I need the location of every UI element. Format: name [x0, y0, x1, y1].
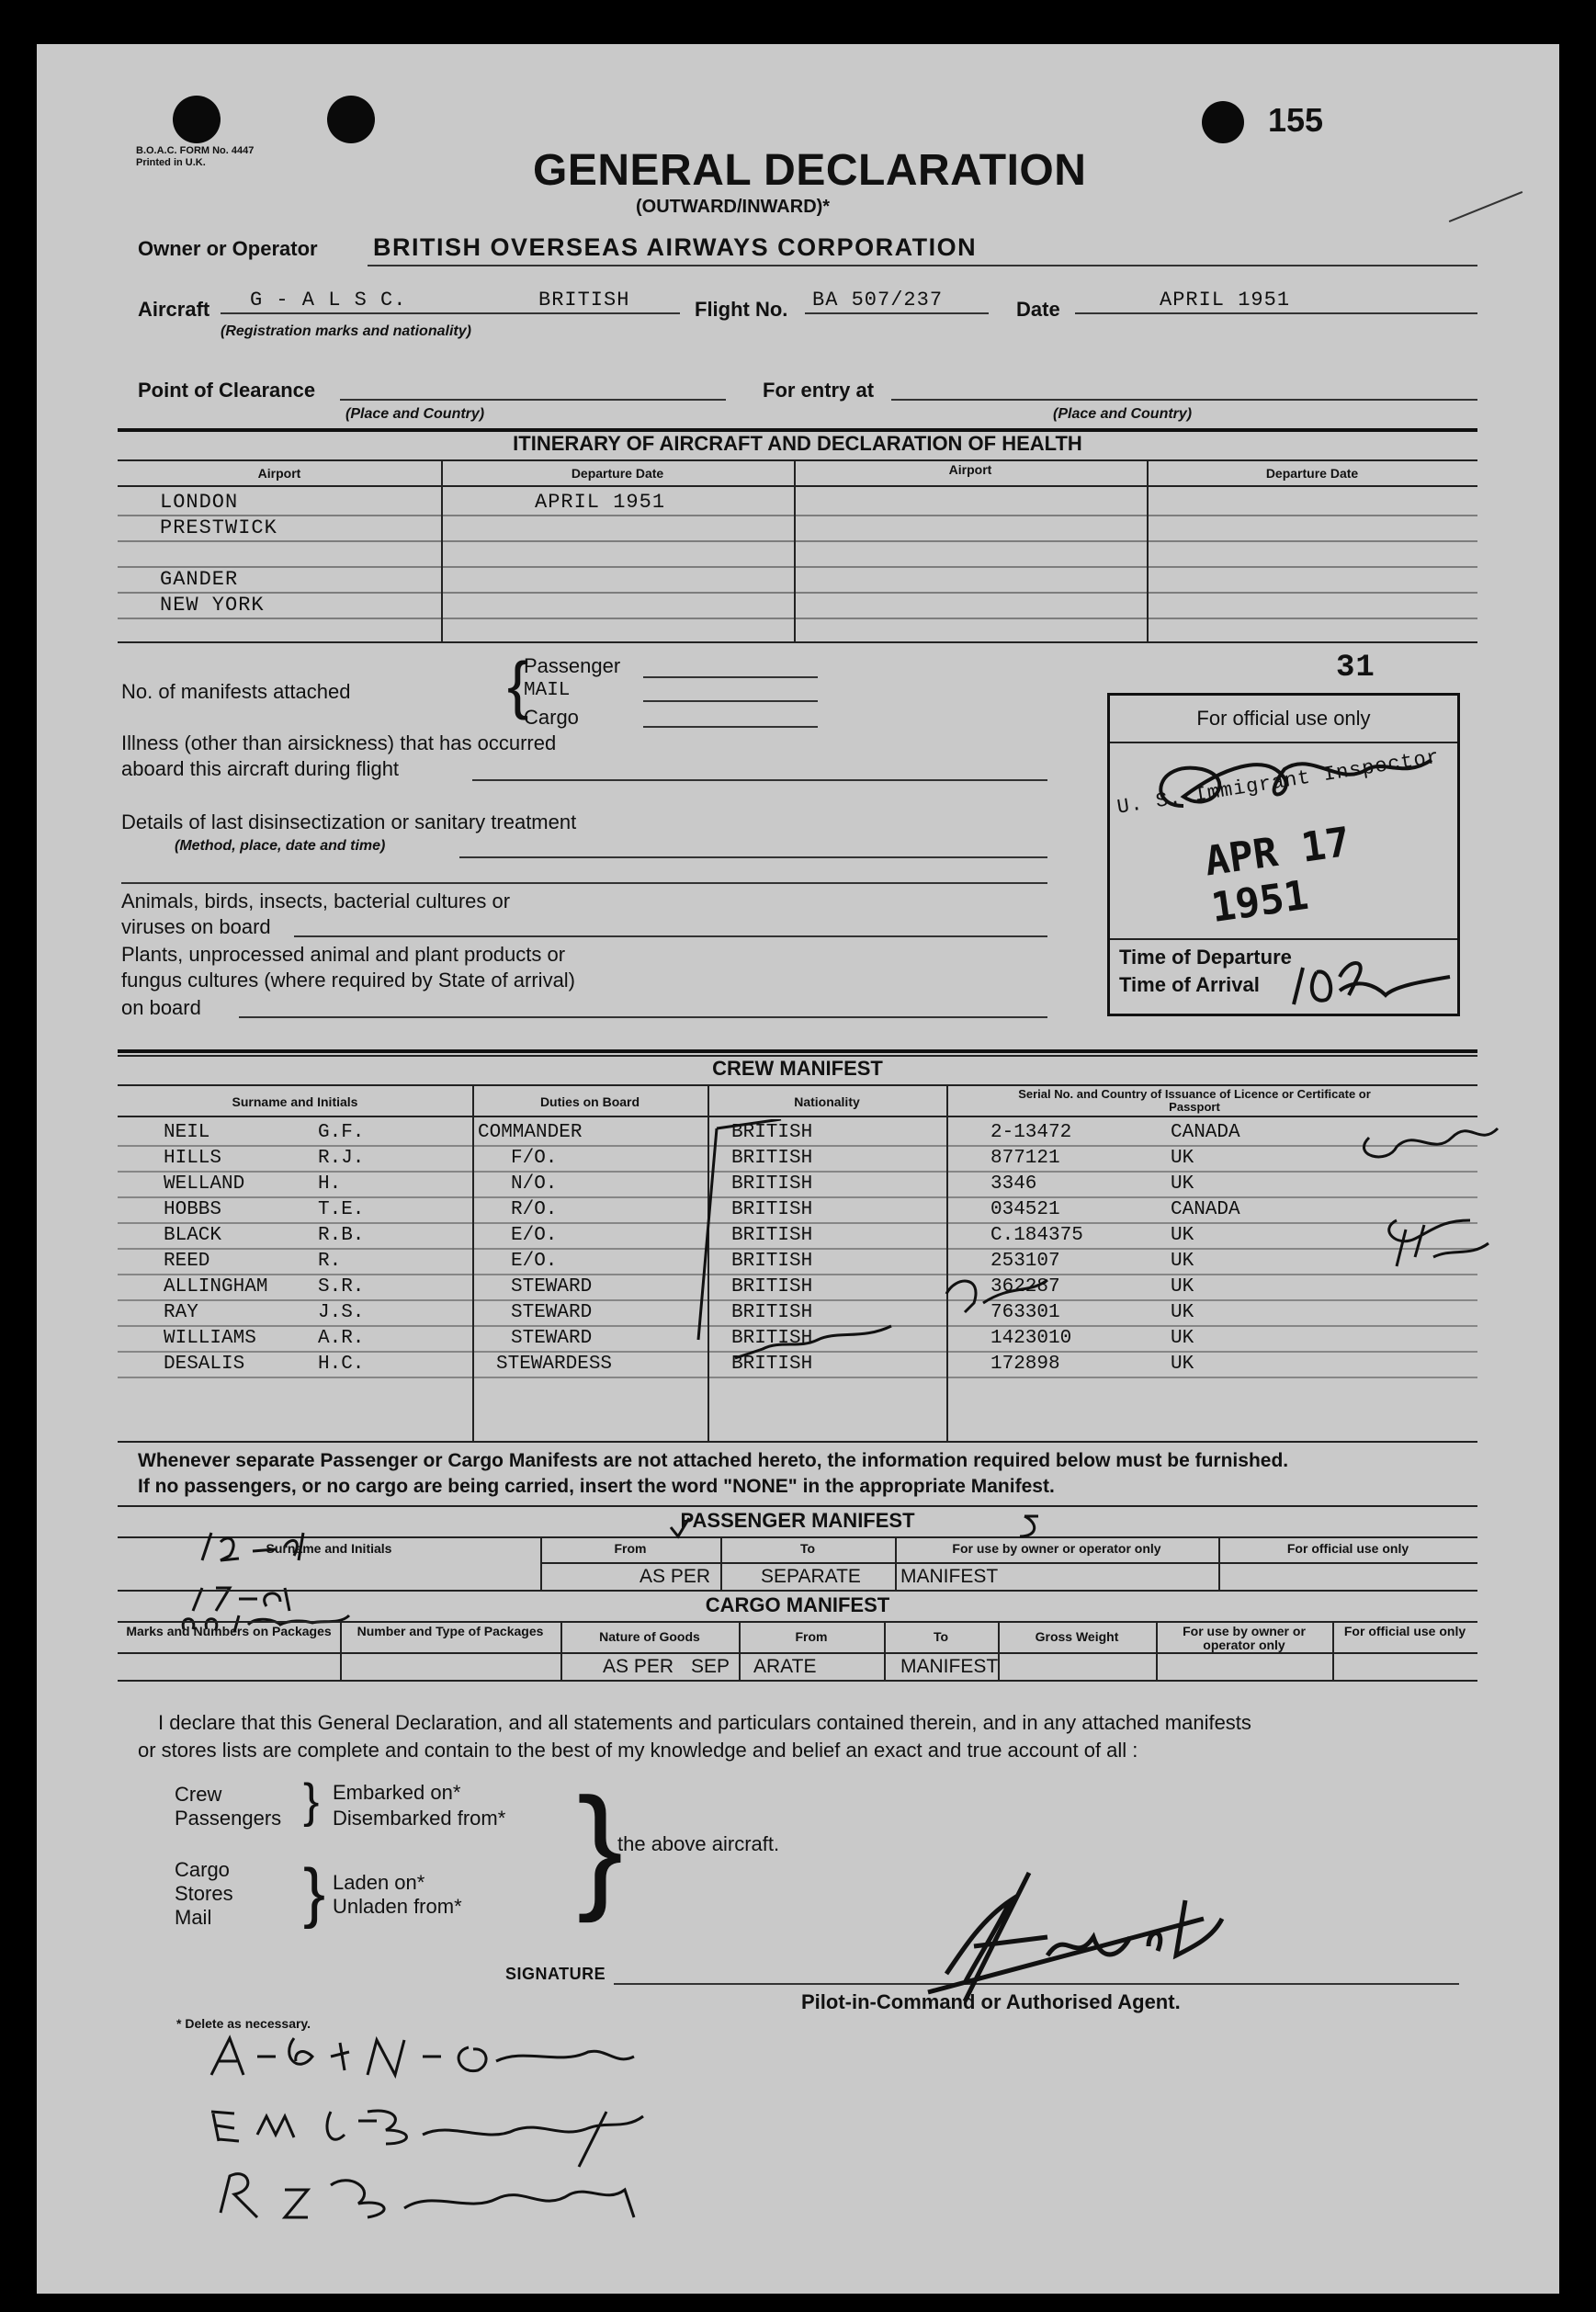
immigration-stamp-date: APR 17 1951	[1202, 818, 1353, 933]
crew-nationality: BRITISH	[731, 1250, 813, 1272]
crew-surname: BLACK	[164, 1224, 222, 1246]
decl-unladen: Unladen from*	[333, 1895, 462, 1918]
owner-value: BRITISH OVERSEAS AIRWAYS CORPORATION	[373, 233, 978, 261]
form-number	[136, 145, 254, 169]
decl-brace-1: }	[303, 1774, 320, 1828]
cargo-col-number: Number and Type of Packages	[357, 1624, 544, 1638]
crew-duty: N/O.	[511, 1173, 558, 1195]
crew-country: UK	[1171, 1173, 1194, 1195]
punch-hole-top-right	[1202, 101, 1244, 143]
official-use-heading: For official use only	[1196, 707, 1371, 730]
decl-crew: Crew	[175, 1783, 222, 1806]
crew-nationality: BRITISH	[731, 1121, 813, 1143]
inspector-signature	[1128, 742, 1441, 824]
page-subtitle: (OUTWARD/INWARD)*	[636, 197, 831, 217]
crew-surname: DESALIS	[164, 1353, 245, 1375]
cargo-row-manifest: MANIFEST	[900, 1656, 999, 1677]
crew-surname: HILLS	[164, 1147, 222, 1169]
decl-above-aircraft: the above aircraft.	[617, 1832, 780, 1855]
date-value: APRIL 1951	[1160, 289, 1291, 312]
crew-country: UK	[1171, 1327, 1194, 1349]
entry-label: For entry at	[763, 379, 875, 402]
crew-surname: HOBBS	[164, 1198, 222, 1220]
crew-initials: R.B.	[318, 1224, 365, 1246]
decl-mail: Mail	[175, 1906, 212, 1929]
punch-hole-left	[173, 96, 221, 143]
crew-country: UK	[1171, 1224, 1194, 1246]
crew-handwritten-marks	[680, 1119, 1507, 1432]
crew-nationality: BRITISH	[731, 1275, 813, 1298]
crew-surname: REED	[164, 1250, 210, 1272]
crew-nationality: BRITISH	[731, 1147, 813, 1169]
passenger-manifest-heading: PASSENGER MANIFEST	[680, 1509, 915, 1532]
cargo-col-official: For official use only	[1343, 1624, 1466, 1638]
crew-country: CANADA	[1171, 1121, 1240, 1143]
signature-label: SIGNATURE	[505, 1965, 606, 1983]
clearance-label: Point of Clearance	[138, 379, 316, 402]
disinsect-label: Details of last disinsectization or sanitary treatment	[121, 810, 577, 833]
passenger-col-from: From	[614, 1541, 647, 1556]
crew-serial: 362287	[990, 1275, 1060, 1298]
decl-laden: Laden on*	[333, 1871, 425, 1894]
crew-surname: NEIL	[164, 1121, 210, 1143]
animals-label-1: Animals, birds, insects, bacterial cultures or	[121, 890, 511, 912]
owner-label: Owner or Operator	[138, 237, 318, 260]
crew-initials: T.E.	[318, 1198, 365, 1220]
passenger-col-to: To	[799, 1541, 816, 1556]
crew-initials: H.	[318, 1173, 342, 1195]
crew-initials: S.R.	[318, 1275, 365, 1298]
crew-initials: H.C.	[318, 1353, 365, 1375]
passenger-row-from: AS PER	[640, 1566, 711, 1587]
crew-nationality: BRITISH	[731, 1224, 813, 1246]
manifests-number: 31	[1336, 651, 1375, 686]
cargo-col-marks: Marks and Numbers on Packages	[126, 1624, 332, 1638]
entry-note: (Place and Country)	[1053, 406, 1193, 422]
itinerary-date: APRIL 1951	[535, 490, 666, 514]
official-use-box	[1107, 693, 1460, 1016]
crew-country: UK	[1171, 1250, 1194, 1272]
aircraft-nationality: BRITISH	[538, 289, 630, 312]
itinerary-airport: GANDER	[160, 567, 239, 591]
crew-country: UK	[1171, 1353, 1194, 1375]
crew-nationality: BRITISH	[731, 1301, 813, 1323]
decl-disembarked: Disembarked from*	[333, 1807, 506, 1830]
crew-duty: F/O.	[511, 1147, 558, 1169]
departure-time-label: Time of Departure	[1119, 946, 1292, 969]
crew-surname: WILLIAMS	[164, 1327, 256, 1349]
file-number: 155	[1268, 101, 1324, 139]
crew-serial: 253107	[990, 1250, 1060, 1272]
itinerary-col-departure: Departure Date	[571, 466, 664, 481]
passenger-row-to: SEPARATE	[761, 1566, 861, 1587]
crew-col-name: Surname and Initials	[232, 1094, 358, 1109]
crew-country: UK	[1171, 1301, 1194, 1323]
crew-duty: STEWARD	[511, 1275, 593, 1298]
passenger-col-owner: For use by owner or operator only	[952, 1541, 1161, 1556]
aircraft-registration: G - A L S C.	[250, 289, 407, 312]
itinerary-col-airport: Airport	[257, 466, 301, 481]
crew-surname: RAY	[164, 1301, 198, 1323]
crew-surname: ALLINGHAM	[164, 1275, 268, 1298]
pilot-caption: Pilot-in-Command or Authorised Agent.	[801, 1990, 1181, 2013]
manifests-label: No. of manifests attached	[121, 680, 351, 703]
crew-serial: 034521	[990, 1198, 1060, 1220]
itinerary-col-departure2: Departure Date	[1265, 466, 1359, 481]
crew-country: CANADA	[1171, 1198, 1240, 1220]
crew-serial: 763301	[990, 1301, 1060, 1323]
passenger-col-official: For official use only	[1286, 1541, 1409, 1556]
crew-serial: 877121	[990, 1147, 1060, 1169]
crew-initials: R.	[318, 1250, 342, 1272]
immigration-stamp-text: U. S. Immigrant Inspector	[1115, 745, 1442, 820]
manifest-cargo-label: Cargo	[524, 706, 579, 729]
passenger-col-name: Surname and Initials	[266, 1541, 392, 1556]
cargo-col-weight: Gross Weight	[1035, 1629, 1119, 1644]
manifest-mail-label: MAIL	[524, 680, 571, 701]
animals-label-2: viruses on board	[121, 915, 271, 938]
punch-hole-right	[327, 96, 375, 143]
cargo-row-arate: ARATE	[753, 1656, 817, 1677]
itinerary-col-airport2: Airport	[948, 462, 992, 477]
crew-country: UK	[1171, 1147, 1194, 1169]
manifest-passenger-label: Passenger	[524, 654, 621, 677]
decl-brace-3: }	[577, 1769, 624, 1923]
crew-duty: STEWARDESS	[496, 1353, 613, 1375]
itinerary-airport: NEW YORK	[160, 593, 265, 617]
crew-serial: 1423010	[990, 1327, 1072, 1349]
itinerary-airport: PRESTWICK	[160, 516, 277, 539]
crew-nationality: BRITISH	[731, 1198, 813, 1220]
declaration-line-2: or stores lists are complete and contain to the best of my knowledge and belief an exact and true account of all :	[138, 1739, 1138, 1762]
plants-label-3: on board	[121, 996, 201, 1019]
crew-initials: G.F.	[318, 1121, 365, 1143]
manifests-brace: {	[507, 649, 529, 720]
decl-brace-2: }	[303, 1856, 326, 1930]
crew-nationality: BRITISH	[731, 1353, 813, 1375]
decl-stores: Stores	[175, 1882, 233, 1905]
cargo-row-nature: AS PER	[603, 1656, 674, 1677]
declaration-line-1: I declare that this General Declaration, and all statements and particulars contained therein, and in any attached manifests	[158, 1711, 1251, 1734]
stray-pen-mark	[1449, 191, 1522, 222]
cargo-col-to: To	[933, 1629, 949, 1644]
crew-initials: R.J.	[318, 1147, 365, 1169]
decl-passengers: Passengers	[175, 1807, 282, 1830]
itinerary-heading: ITINERARY OF AIRCRAFT AND DECLARATION OF HEALTH	[513, 432, 1082, 455]
cargo-manifest-heading: CARGO MANIFEST	[705, 1593, 890, 1616]
delete-note: * Delete as necessary.	[176, 2016, 311, 2031]
passenger-row-owner: MANIFEST	[900, 1566, 999, 1587]
registration-note: (Registration marks and nationality)	[221, 323, 471, 339]
crew-initials: A.R.	[318, 1327, 365, 1349]
crew-nationality: BRITISH	[731, 1327, 813, 1349]
date-label: Date	[1016, 298, 1060, 321]
notice-line-2: If no passengers, or no cargo are being carried, insert the word "NONE" in the appropriate Manifest.	[138, 1476, 1055, 1497]
flight-label: Flight No.	[695, 298, 788, 321]
disinsect-note: (Method, place, date and time)	[175, 838, 386, 854]
pilot-signature	[910, 1864, 1296, 2011]
crew-duty: STEWARD	[511, 1301, 593, 1323]
flight-number: BA 507/237	[812, 289, 944, 312]
declaration-form	[37, 44, 1559, 2294]
crew-surname: WELLAND	[164, 1173, 245, 1195]
aircraft-label: Aircraft	[138, 298, 210, 321]
cargo-col-from: From	[795, 1629, 828, 1644]
itinerary-airport: LONDON	[160, 490, 239, 514]
crew-col-nationality: Nationality	[794, 1094, 860, 1109]
crew-duty: R/O.	[511, 1198, 558, 1220]
plants-label-1: Plants, unprocessed animal and plant products or	[121, 943, 566, 966]
plants-label-2: fungus cultures (where required by State of arrival)	[121, 969, 576, 992]
cargo-row-sep: SEP	[691, 1656, 730, 1677]
crew-heading: CREW MANIFEST	[712, 1057, 883, 1080]
arrival-time-label: Time of Arrival	[1119, 973, 1260, 996]
crew-serial: 2-13472	[990, 1121, 1072, 1143]
crew-duty: STEWARD	[511, 1327, 593, 1349]
crew-country: UK	[1171, 1275, 1194, 1298]
crew-duty: E/O.	[511, 1224, 558, 1246]
crew-duty: COMMANDER	[478, 1121, 583, 1143]
crew-initials: J.S.	[318, 1301, 365, 1323]
page-title: GENERAL DECLARATION	[533, 146, 1087, 195]
crew-serial: 172898	[990, 1353, 1060, 1375]
cargo-col-nature: Nature of Goods	[599, 1629, 700, 1644]
crew-duty: E/O.	[511, 1250, 558, 1272]
arrival-time-handwriting	[1285, 949, 1459, 1014]
passenger-heading-marks	[662, 1509, 1047, 1546]
decl-cargo: Cargo	[175, 1858, 230, 1881]
crew-nationality: BRITISH	[731, 1173, 813, 1195]
cargo-col-owner: For use by owner or operator only	[1183, 1624, 1306, 1652]
crew-serial: 3346	[990, 1173, 1037, 1195]
illness-label-2: aboard this aircraft during flight	[121, 757, 400, 780]
illness-label-1: Illness (other than airsickness) that has occurred	[121, 731, 557, 754]
crew-col-serial: Serial No. and Country of Issuance of Licence or Certificate or Passport	[1018, 1087, 1371, 1114]
form-number-line2: Printed in U.K.	[136, 157, 206, 168]
form-number-line1: B.O.A.C. FORM No. 4447	[136, 145, 255, 156]
crew-col-duties: Duties on Board	[539, 1094, 640, 1109]
crew-serial: C.184375	[990, 1224, 1083, 1246]
clearance-note: (Place and Country)	[345, 406, 485, 422]
notice-line-1: Whenever separate Passenger or Cargo Manifests are not attached hereto, the information required below must be furnished.	[138, 1450, 1289, 1471]
handwritten-inspector-signatures	[193, 2029, 836, 2250]
decl-embarked: Embarked on*	[333, 1781, 461, 1804]
